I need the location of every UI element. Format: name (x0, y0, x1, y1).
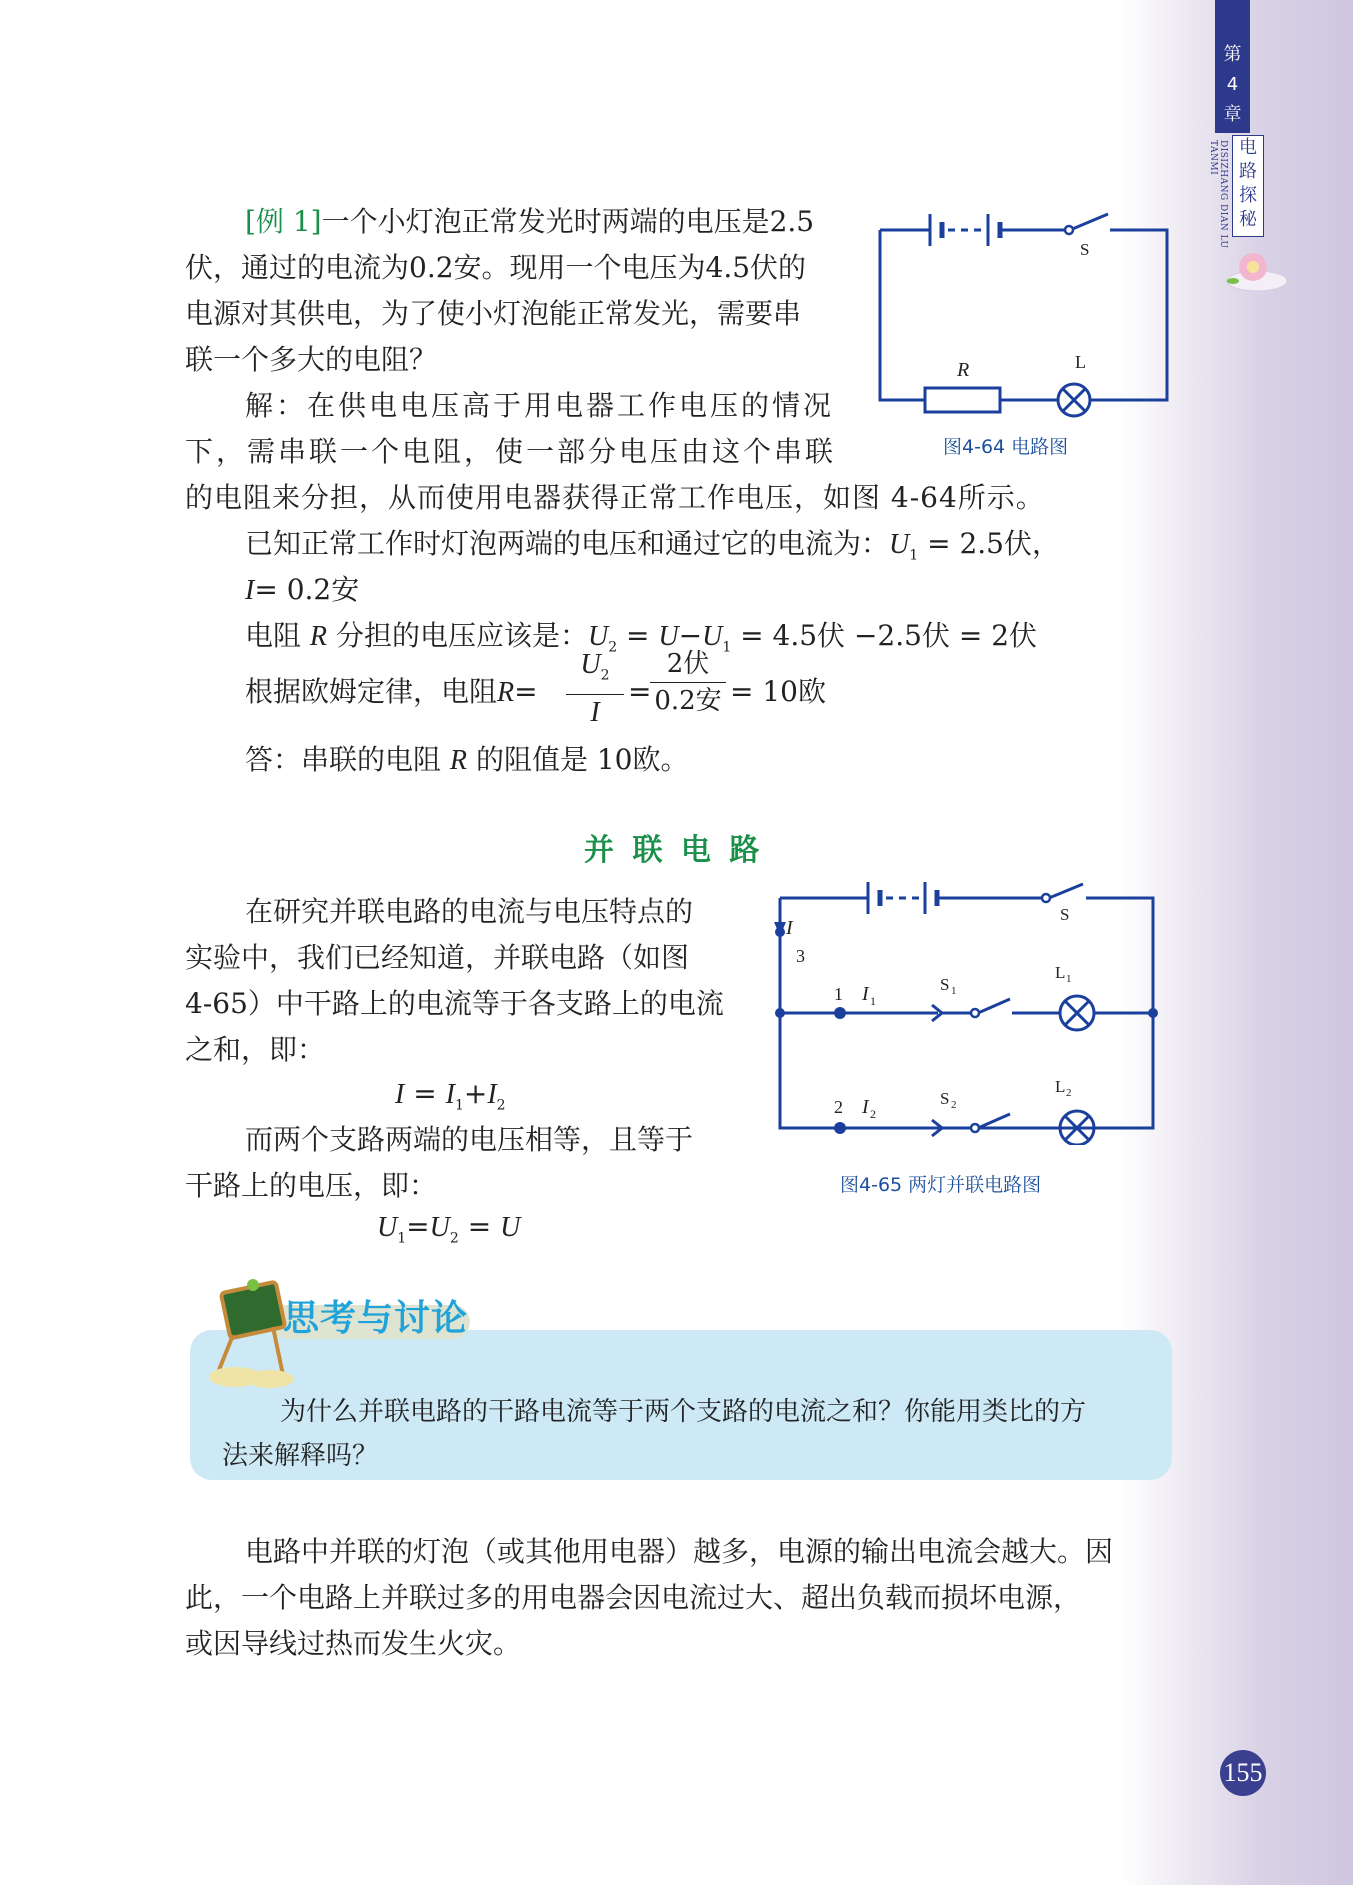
figure-4-65-caption: 图4-65 两灯并联电路图 (840, 1174, 1042, 1196)
parallel-para2-line2: 干路上的电压，即： (185, 1169, 438, 1202)
answer-line (245, 735, 688, 786)
branch1-lamp: L (1055, 963, 1066, 982)
r-symbol: R (309, 621, 328, 652)
parallel-para1-line1: 在研究并联电路的电流与电压特点的 (245, 895, 694, 928)
ohm-eq2: = (628, 675, 652, 708)
u1-symbol: U (889, 529, 910, 560)
solution-line-1: 解：在供电电压高于用电器工作电压的情况 (245, 389, 835, 422)
switch-blade (1049, 884, 1083, 898)
ohm-num1: U (580, 649, 601, 680)
u2-symbol: U (587, 621, 609, 652)
r-line-eq: = (626, 619, 650, 652)
solution-line-2: 下，需串联一个电阻，使一部分电压由这个串联 (185, 435, 837, 468)
branch2-switch-sub: 2 (951, 1099, 957, 1111)
eq1-i1-sub: 1 (454, 1097, 464, 1114)
fig65-switch-label: S (1060, 905, 1070, 924)
i-value: = 0.2安 (254, 573, 360, 606)
closing-line-2: 此，一个电路上并联过多的用电器会因电流过大、超出负载而损坏电源， (185, 1581, 1082, 1614)
branch2-current: I (862, 1096, 869, 1118)
u1-sub: 1 (909, 547, 919, 564)
eq2-u: U (500, 1212, 521, 1243)
chapter-label-3: 章 (1223, 104, 1242, 125)
branch2-current-sub: 2 (870, 1107, 876, 1121)
branch2-lamp-sub: 2 (1066, 1087, 1072, 1099)
eq1-i2-sub: 2 (496, 1097, 506, 1114)
resistor (925, 388, 1000, 412)
figure-4-64-caption: 图4-64 电路图 (943, 436, 1069, 458)
eq1-i1: I (445, 1079, 455, 1110)
example1-text: 一个小灯泡正常发光时两端的电压是2.5 (321, 205, 815, 238)
section-heading: 并 联 电 路 (584, 833, 764, 868)
u1-value: = 2.5伏， (927, 527, 1060, 560)
known-line (245, 519, 1060, 581)
eq2-eq1: = (406, 1210, 430, 1243)
main-current-label: I (786, 917, 793, 939)
parallel-para1-line3: 4-65）中干路上的电流等于各支路上的电流 (185, 987, 724, 1020)
ohm-fraction-1 (566, 646, 624, 731)
ohm-result: = 10欧 (730, 675, 826, 708)
branch2-lamp: L (1055, 1077, 1066, 1096)
ohm-prefix: 根据欧姆定律，电阻 (245, 675, 498, 708)
closing-line-3: 或因导线过热而发生火灾。 (185, 1627, 522, 1660)
example1-line-1 (245, 197, 814, 247)
discussion-line-1: 为什么并联电路的干路电流等于两个支路的电流之和？你能用类比的方 (280, 1397, 1087, 1427)
chapter-title (1232, 135, 1264, 237)
switch-blade (1070, 214, 1108, 230)
r-line-mid: 分担的电压应该是： (335, 619, 588, 652)
discussion-line-2: 法来解释吗？ (222, 1441, 379, 1471)
figure-4-65-parallel-circuit (770, 870, 1170, 1145)
chapter-title-char: 电 (1239, 137, 1257, 158)
ohm-prefix-line (245, 667, 538, 718)
parallel-para2-line1: 而两个支路两端的电压相等，且等于 (245, 1123, 694, 1156)
parallel-para1-line2: 实验中，我们已经知道，并联电路（如图 (185, 941, 690, 974)
main-current-num: 3 (796, 946, 805, 966)
eq2-u2-sub: 2 (449, 1230, 459, 1247)
branch2-switch: S (940, 1089, 950, 1108)
wire (1090, 230, 1167, 400)
answer-r: R (449, 745, 468, 776)
i-symbol: I (245, 575, 255, 606)
ohm-num2: 2伏 (666, 649, 710, 679)
chapter-label-2: 4 (1226, 74, 1239, 95)
teacup-flower-icon (1215, 245, 1295, 295)
known-prefix: 已知正常工作时灯泡两端的电压和通过它的电流为： (245, 527, 890, 560)
ohm-r: R (497, 677, 515, 708)
branch1-switch: S (940, 975, 950, 994)
resistor-label: R (957, 359, 970, 381)
resistor-voltage-line (245, 611, 1037, 673)
example1-line-3: 电源对其供电，为了使小灯泡能正常发光，需要串 (185, 297, 802, 330)
parallel-para1-line4: 之和，即： (185, 1033, 326, 1066)
chapter-tab (1215, 0, 1250, 133)
example1-tag: [例 1] (245, 205, 322, 238)
equation-voltage-equal (377, 1202, 520, 1264)
eq2-u1: U (377, 1212, 398, 1243)
ohm-eq: = (514, 675, 538, 708)
known-current-line (245, 565, 359, 616)
branch2-num: 2 (834, 1097, 843, 1117)
ohm-den1: I (566, 694, 624, 731)
u1-symbol-2: U (702, 621, 723, 652)
branch1-current-sub: 1 (870, 994, 876, 1008)
solution-line-3: 的电阻来分担，从而使用电器获得正常工作电压，如图 4-64所示。 (185, 481, 1045, 514)
eq1-i2: I (487, 1079, 497, 1110)
example1-line-4: 联一个多大的电阻？ (185, 343, 438, 376)
eq1-eq: = (413, 1077, 437, 1110)
wire (880, 230, 925, 400)
figure-4-64-series-circuit (870, 200, 1180, 420)
eq2-eq2: = (467, 1210, 492, 1243)
example1-line-2: 伏，通过的电流为0.2安。现用一个电压为4.5伏的 (185, 251, 807, 284)
ohm-num1-sub: 2 (600, 667, 610, 684)
minus-sign: − (678, 619, 703, 652)
switch-blade (978, 999, 1010, 1013)
lamp-label: L (1075, 352, 1086, 372)
closing-line-1: 电路中并联的灯泡（或其他用电器）越多，电源的输出电流会越大。因 (245, 1535, 1114, 1568)
answer-prefix: 答：串联的电阻 (245, 743, 442, 776)
ohm-den2: 0.2安 (650, 682, 726, 719)
chapter-label-1: 第 (1223, 44, 1242, 65)
switch-label: S (1080, 240, 1090, 259)
chapter-title-char: 秘 (1239, 209, 1257, 230)
chapter-pinyin: DISIZHANG DIAN LU TANMI (1208, 140, 1228, 249)
u2-sub: 2 (608, 639, 618, 656)
branch1-lamp-sub: 1 (1066, 973, 1072, 985)
switch-blade (978, 1114, 1010, 1128)
chapter-title-char: 探 (1239, 185, 1257, 206)
branch1-num: 1 (834, 984, 843, 1004)
chapter-title-char: 路 (1239, 161, 1257, 182)
eq2-u2: U (429, 1212, 450, 1243)
page-number: 155 (1220, 1750, 1266, 1796)
r-line-prefix: 电阻 (245, 619, 302, 652)
eq1-lhs: I (395, 1079, 405, 1110)
answer-rest: 的阻值是 10欧。 (475, 743, 689, 776)
r-line-rest: = 4.5伏 −2.5伏 = 2伏 (740, 619, 1038, 652)
eq1-plus: + (463, 1077, 488, 1110)
discussion-title: 思考与讨论 (283, 1298, 469, 1339)
u1-sub-2: 1 (722, 639, 732, 656)
branch1-current: I (862, 983, 869, 1005)
u-symbol: U (658, 621, 679, 652)
eq2-u1-sub: 1 (397, 1230, 407, 1247)
branch1-switch-sub: 1 (951, 985, 957, 997)
ohm-fraction-2 (650, 646, 726, 719)
